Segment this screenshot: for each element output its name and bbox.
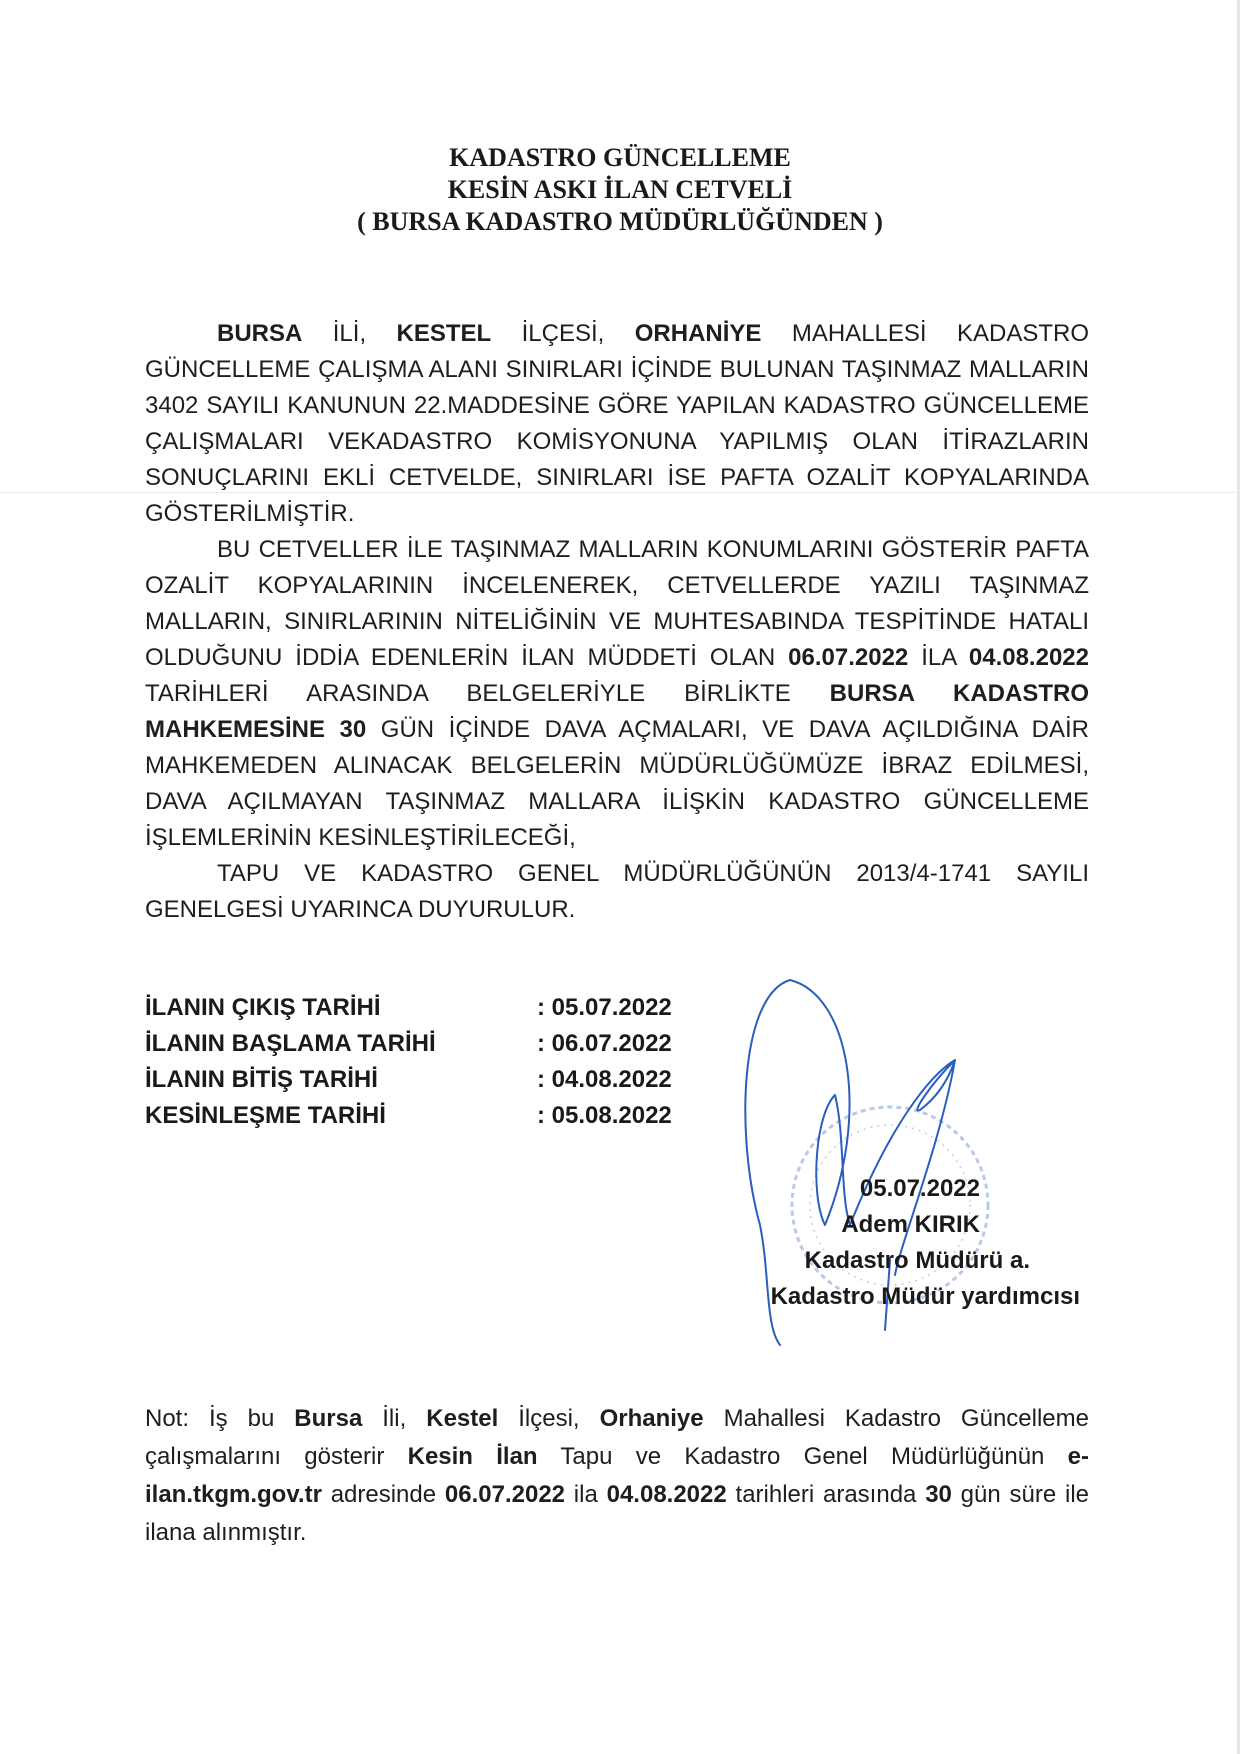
signatory-title-rest: yardımcısı xyxy=(961,1283,1080,1310)
paragraph1-text-1: İLİ, xyxy=(302,320,397,347)
paragraph2-text-2: İLA xyxy=(908,644,969,671)
note-text: Mahallesi Kadastro Güncelleme çalışmalarını gösterir xyxy=(145,1405,1089,1470)
announcement-note xyxy=(145,1400,1089,1552)
district-name: KESTEL xyxy=(396,320,492,347)
paragraph2-text-4: GÜN İÇİNDE DAVA AÇMALARI, VE DAVA AÇILDIĞINA DAİR MAHKEMEDEN ALINACAK BELGELERİN MÜDÜRLÜĞÜMÜZE İBRAZ EDİLMESİ, DAVA AÇILMAYAN TAŞINMAZ MALLARA İLİŞKİN KADASTRO GÜNCELLEME İŞLEMLERİNİN KESİNLEŞTİRİLECEĞİ, xyxy=(145,716,1090,851)
signatory-role: Kadastro Müdürü a. xyxy=(804,1247,1030,1274)
note-text: gün süre ile ilana alınmıştır. xyxy=(145,1481,1089,1546)
announcement-paragraph-3 xyxy=(145,856,1089,928)
court-name: BURSA KADASTRO MAHKEMESİNE 30 xyxy=(145,680,1090,743)
signature-date: 05.07.2022 xyxy=(859,1175,980,1202)
signatory-title xyxy=(720,1279,1080,1315)
paragraph3-text: TAPU VE KADASTRO GENEL MÜDÜRLÜĞÜNÜN 2013/4-1741 SAYILI GENELGESİ UYARINCA DUYURULUR. xyxy=(145,860,1089,923)
note-bold: Kestel xyxy=(426,1405,499,1432)
note-bold: Bursa xyxy=(294,1405,363,1432)
signatory-title-bold: Kadastro Müdür xyxy=(770,1283,962,1310)
title-line-2: KESİN ASKI İLAN CETVELİ xyxy=(447,175,793,204)
note-text: İlçesi, xyxy=(498,1405,600,1432)
date-label: İLANIN ÇIKIŞ TARİHİ xyxy=(145,994,381,1021)
note-bold: 06.07.2022 xyxy=(444,1481,566,1508)
announcement-paragraph-1 xyxy=(145,316,1089,532)
paragraph1-text-2: İLÇESİ, xyxy=(491,320,635,347)
date-label: KESİNLEŞME TARİHİ xyxy=(145,1102,386,1129)
date-row xyxy=(145,990,717,1026)
date-value: : 06.07.2022 xyxy=(537,1030,672,1057)
note-bold: Orhaniye xyxy=(599,1405,704,1432)
date-row xyxy=(145,1062,717,1098)
document-title xyxy=(0,142,1240,238)
note-text: tarihleri arasında xyxy=(726,1481,926,1508)
note-text: adresinde xyxy=(321,1481,445,1508)
date-label: İLANIN BİTİŞ TARİHİ xyxy=(145,1066,378,1093)
paragraph2-text-3: TARİHLERİ ARASINDA BELGELERİYLE BİRLİKTE xyxy=(145,680,830,707)
paragraph2-text-1: BU CETVELLER İLE TAŞINMAZ MALLARIN KONUMLARINI GÖSTERİR PAFTA OZALİT KOPYALARININ İNCELENEREK, CETVELLERDE YAZILI TAŞINMAZ MALLARIN, SINIRLARININ NİTELİĞİNİN VE MUHTESABINDA TESPİTİNDE HATALI OLDUĞUNU İDDİA EDENLERİN İLAN MÜDDETİ OLAN xyxy=(145,536,1089,671)
title-line-1: KADASTRO GÜNCELLEME xyxy=(449,143,791,172)
title-line-3: ( BURSA KADASTRO MÜDÜRLÜĞÜNDEN ) xyxy=(357,207,883,236)
announcement-paragraph-2 xyxy=(145,532,1089,856)
note-text: Not: İş bu xyxy=(145,1405,295,1432)
province-name: BURSA xyxy=(217,320,303,347)
note-text: Tapu ve Kadastro Genel Müdürlüğünün xyxy=(537,1443,1068,1470)
note-text: İli, xyxy=(362,1405,427,1432)
paragraph1-text-3: MAHALLESİ KADASTRO GÜNCELLEME ÇALIŞMA ALANI SINIRLARI İÇİNDE BULUNAN TAŞINMAZ MALLARIN 3402 SAYILI KANUNUN 22.MADDESİNE GÖRE YAPILAN KADASTRO GÜNCELLEME ÇALIŞMALARI VEKADASTRO KOMİSYONUNA YAPILMIŞ OLAN İTİRAZLARIN SONUÇLARINI EKLİ CETVELDE, SINIRLARI İSE PAFTA OZALİT KOPYALARINDA GÖSTERİLMİŞTİR. xyxy=(145,320,1090,527)
signatory-name: Adem KIRIK xyxy=(841,1211,980,1238)
date-label: İLANIN BAŞLAMA TARİHİ xyxy=(145,1030,436,1057)
objection-end-date: 04.08.2022 xyxy=(968,644,1089,671)
date-row xyxy=(145,1098,717,1134)
note-text: ila xyxy=(565,1481,607,1508)
note-bold: 04.08.2022 xyxy=(606,1481,727,1508)
date-value: : 04.08.2022 xyxy=(537,1066,672,1093)
signature-block xyxy=(740,975,1100,1375)
objection-start-date: 06.07.2022 xyxy=(788,644,909,671)
note-bold: Kesin İlan xyxy=(407,1443,538,1470)
date-row xyxy=(145,1026,717,1062)
announcement-dates xyxy=(145,990,717,1134)
note-bold: 30 xyxy=(925,1481,952,1508)
date-value: : 05.08.2022 xyxy=(537,1102,672,1129)
note-website: e-ilan.tkgm.gov.tr xyxy=(145,1443,1090,1508)
neighborhood-name: ORHANİYE xyxy=(634,320,762,347)
date-value: : 05.07.2022 xyxy=(537,994,672,1021)
